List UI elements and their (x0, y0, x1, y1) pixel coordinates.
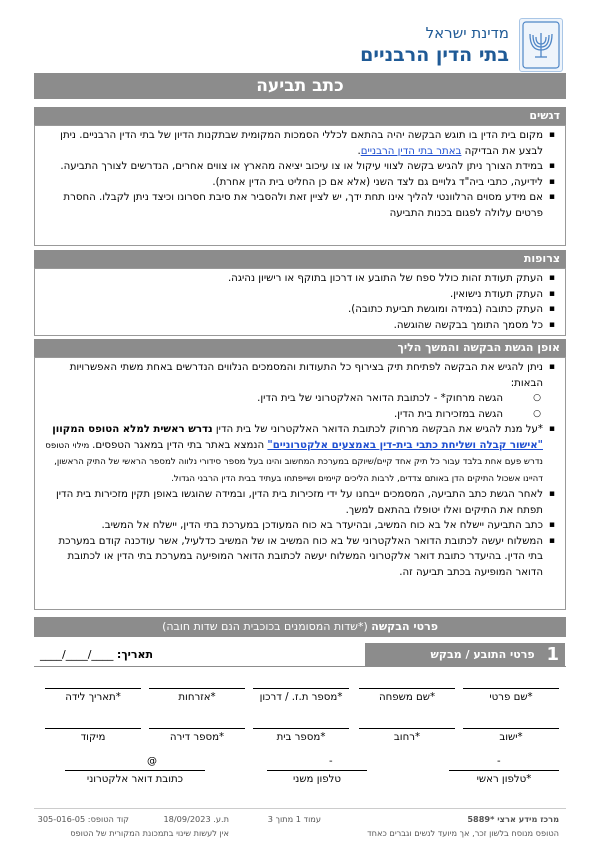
applicant-section-header (365, 643, 565, 667)
last-name-field[interactable]: *שם משפחה (359, 688, 455, 703)
attachment-item: ▪ העתק כתובה (במידה ומוגשת תביעת כתובה). (43, 302, 543, 318)
emphasis-item-4: ▪ אם מידע מסוים הרלוונטי להליך אינו תחת ידך, יש לציין זאת ולהסביר את סיבת חסרונו וכיצד ניתן לקבלו. החסרת פרטים עלולה לפגום בכנות התביעה (43, 190, 543, 221)
first-name-field[interactable]: *שם פרטי (463, 688, 559, 703)
street-field[interactable]: *רחוב (359, 728, 455, 743)
submission-item-5: ▪ המשלוח יעשה לכתובת הדואר האלקטרוני של בא כוח המשיב או של המשיב כדלעיל, אשר עודכנה קודם במערכת בתי הדין. בהיעדר כתובת דואר אלקטרוני המשלוח יעשה לכתובת הדואר המופיעה במערכת בתי הדין או לכתובת הדואר המופיעה בכתב תביעה זה. (43, 534, 543, 581)
house-number-field[interactable]: *מספר בית (253, 728, 349, 743)
submission-section (34, 357, 566, 610)
secondary-phone-field[interactable]: - טלפון משני (267, 760, 367, 785)
apartment-number-field[interactable]: *מספר דירה (149, 728, 245, 743)
submission-item-4: ▪ כתב התביעה יישלח אל בא כוח המשיב, ובהיעדר בא כוח המעודכן במערכת בתי הדין, יישלח אל המשיב. (43, 518, 543, 534)
footer-disclaimer-gender: הטופס מנוסח בלשון זכר, אך מיועד לנשים וגברים כאחד (367, 828, 559, 838)
date-input[interactable]: ____/____/____ (40, 648, 114, 661)
birth-date-field[interactable]: *תאריך לידה (45, 688, 141, 703)
emphasis-item-3: ▪ לידיעה, כתבי ביה"ד גלויים גם לצד השני (אלא אם כן החליט בית הדין אחרת). (43, 175, 543, 191)
form-title: כתב תביעה (34, 73, 566, 99)
id-passport-field[interactable]: *מספר ת.ז. / דרכון (253, 688, 349, 703)
date-row (40, 648, 153, 661)
citizenship-field[interactable]: *אזרחות (149, 688, 245, 703)
emphasis-heading: דגשים (34, 107, 566, 125)
emphasis-item-1: ▪ מקום בית הדין בו תוגש הבקשה יהיה בהתאם לכללי הסמכות המקומית שבתקנות הדיון של בתי הדין הרבניים. ניתן לבצע את הבדיקה באתר בתי הדין הרבניים. (43, 128, 543, 159)
submission-heading: אופן הגשת הבקשה והמשך הליך (34, 339, 566, 357)
request-details-bar: פרטי הבקשה (*שדות המסומנים בכוכבית הנם שדות חובה) (34, 617, 566, 637)
state-emblem-icon (519, 18, 563, 72)
footer-info-center: מרכז מידע ארצי *5889 (467, 814, 559, 824)
footer-form-code: קוד הטופס: 305-016-05 (37, 814, 129, 824)
attachments-section (34, 268, 566, 336)
gov-name: מדינת ישראל (425, 24, 509, 42)
page-header (0, 14, 599, 70)
city-field[interactable]: *ישוב (463, 728, 559, 743)
attachments-heading: צרופות (34, 250, 566, 268)
footer-date: ת.ע. 18/09/2023 (163, 814, 229, 824)
rabbinical-courts-site-link[interactable]: באתר בתי הדין הרבניים (360, 145, 462, 157)
zip-code-field[interactable]: מיקוד (45, 728, 141, 743)
submission-item-3: ▪ לאחר הגשת כתב התביעה, המסמכים ייבחנו על ידי מזכירות בית הדין, ובמידה שהוגשו באופן תקין מזכירות בית הדין תפתח את התיקים ואלו יטופלו בהתאם למשך. (43, 487, 543, 518)
attachment-item: ▪ כל מסמך התומך בבקשה שהוגשה. (43, 318, 543, 334)
submission-option-remote: ○ הגשה מרחוק* - לכתובת הדואר האלקטרוני של בית הדין. (43, 391, 543, 407)
applicant-section-title: פרטי התובע / מבקש (430, 648, 535, 661)
applicant-header-rule (34, 666, 566, 667)
attachment-item: ▪ העתק תעודת זהות כולל ספח של התובע או דרכון בתוקף או רישיון נהיגה. (43, 271, 543, 287)
footer-disclaimer-changes: אין לעשות שינוי בתמכונת המקורית של הטופס (70, 828, 229, 838)
submission-option-office: ○ הגשה במזכירות בית הדין. (43, 407, 543, 423)
section-number: 1 (546, 644, 559, 665)
court-name: בתי הדין הרבניים (360, 44, 509, 66)
online-form-link[interactable]: "אישור קבלה ושליחת כתבי בית-דין באמצעים אלקטרוניים" (267, 439, 543, 451)
submission-item-1: ▪ ניתן להגיש את הבקשה לפתיחת תיק בצירוף כל התעודות והמסמכים הנלווים הנדרשים באחת משתי האפשרויות הבאות: (43, 360, 543, 391)
primary-phone-field[interactable]: - *טלפון ראשי (449, 760, 559, 785)
attachment-item: ▪ העתק תעודת נישואין. (43, 287, 543, 303)
emphasis-item-2: ▪ במידת הצורך ניתן להגיש בקשה לצווי עיקול או צו עיכוב יציאה מהארץ או צווים אחרים, הנדרשים לצורך התביעה. (43, 159, 543, 175)
submission-item-2: ▪ *על מנת להגיש את הבקשה מרחוק לכתובת הדואר האלקטרוני של בית הדין נדרש ראשית למלא הטופס המקוון "אישור קבלה ושליחת כתבי בית-דין באמצעים אלקטרוניים" הנמצא באתר בתי הדין במאגר הטפסים. מילוי הטופס נדרש פעם אחת בלבד עבור כל תיק אחד קיים/שיוקם במערכת המחשוב והינו בעל מספר סידורי נלווה למספר הראשי של התיק הראשון, דהיינו אשכול התיקים הדן באותם צדדים, לרבות הליכים קיימים ושייפתחו בעתיד בבית הדין הרבני הגדול. (43, 422, 543, 487)
footer-divider (34, 808, 566, 809)
date-label: תאריך: (116, 648, 154, 661)
emphasis-section (34, 125, 566, 246)
email-field[interactable]: @ כתובת דואר אלקטרוני (65, 760, 205, 785)
footer-page-number: עמוד 1 מתוך 3 (267, 814, 321, 824)
